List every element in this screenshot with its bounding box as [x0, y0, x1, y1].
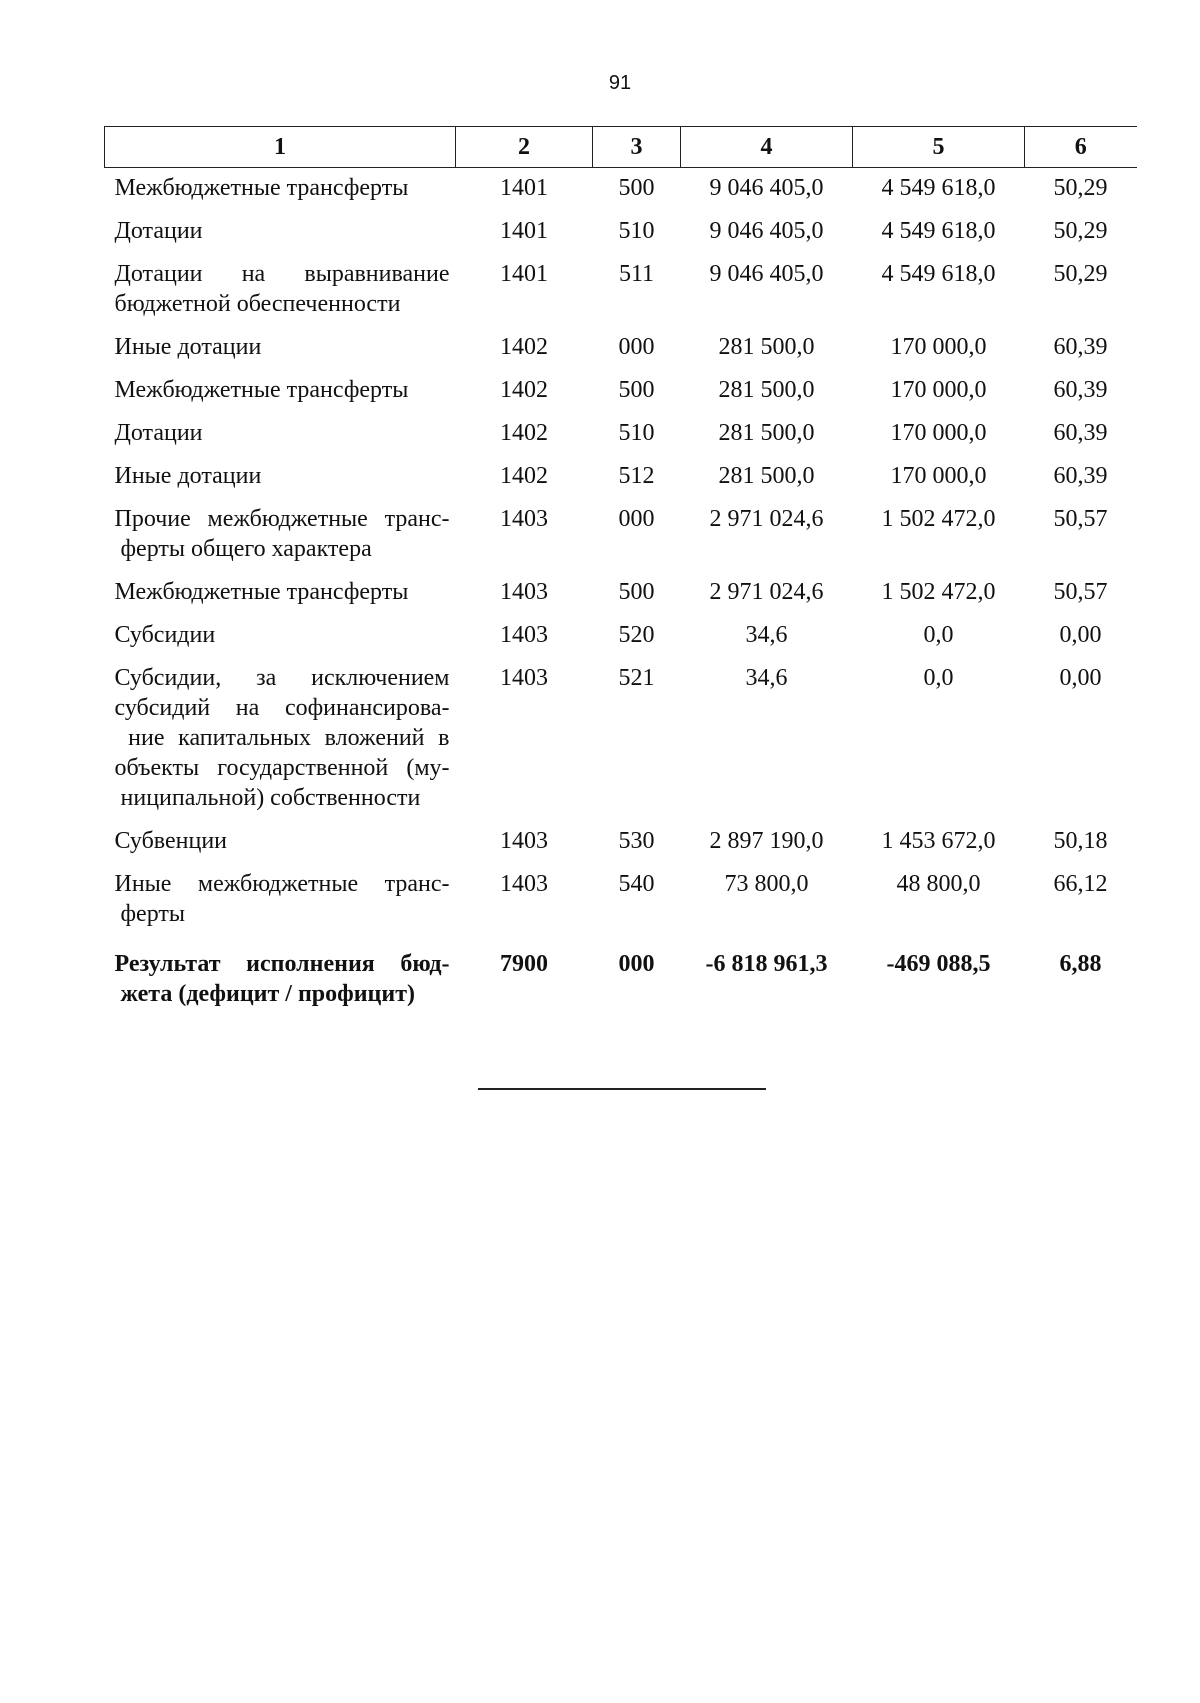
- row-section-code: 1401: [500, 175, 548, 201]
- row-type-code: 510: [618, 420, 655, 446]
- row-section-code: 1402: [500, 420, 548, 446]
- row-type-code: 000: [618, 334, 655, 360]
- table-row: [105, 211, 1137, 254]
- row-name: Межбюджетные трансферты: [114, 377, 409, 403]
- row-percent: 50,57: [1053, 506, 1108, 532]
- column-header-1: 1: [105, 127, 456, 168]
- table-row: [105, 615, 1137, 658]
- table-row: [105, 456, 1137, 499]
- row-approved-amount: 34,6: [745, 665, 788, 691]
- row-type-code: 500: [618, 377, 655, 403]
- row-approved-amount: -6 818 961,3: [705, 951, 828, 977]
- row-type-code: 530: [618, 828, 655, 854]
- row-executed-amount: -469 088,5: [886, 951, 991, 977]
- row-section-code: 1403: [500, 665, 548, 691]
- column-header-5: 5: [853, 127, 1025, 168]
- row-executed-amount: 170 000,0: [890, 377, 987, 403]
- row-percent: 60,39: [1053, 420, 1108, 446]
- row-approved-amount: 281 500,0: [718, 377, 815, 403]
- row-section-code: 1403: [500, 871, 548, 897]
- row-name: Прочие межбюджетные транс- ферты общего характера: [114, 506, 450, 562]
- row-type-code: 000: [618, 951, 655, 977]
- row-name: Субсидии, за исключением субсидий на софинансирова- ние капитальных вложений в объекты государственной (му- ниципальной) собственности: [114, 665, 450, 811]
- row-approved-amount: 9 046 405,0: [709, 175, 824, 201]
- row-approved-amount: 281 500,0: [718, 463, 815, 489]
- table-row: [105, 254, 1137, 327]
- row-type-code: 512: [618, 463, 655, 489]
- table-row: [105, 413, 1137, 456]
- row-approved-amount: 34,6: [745, 622, 788, 648]
- row-type-code: 540: [618, 871, 655, 897]
- row-section-code: 7900: [500, 951, 548, 977]
- row-section-code: 1403: [500, 506, 548, 532]
- row-executed-amount: 0,0: [923, 622, 954, 648]
- row-executed-amount: 170 000,0: [890, 420, 987, 446]
- row-section-code: 1401: [500, 218, 548, 244]
- row-percent: 50,29: [1053, 261, 1108, 287]
- row-type-code: 000: [618, 506, 655, 532]
- row-executed-amount: 4 549 618,0: [881, 175, 996, 201]
- row-executed-amount: 0,0: [923, 665, 954, 691]
- row-name: Результат исполнения бюд- жета (дефицит / профицит): [114, 951, 450, 1007]
- page-number: 91: [608, 72, 632, 94]
- row-executed-amount: 48 800,0: [896, 871, 981, 897]
- row-name: Межбюджетные трансферты: [114, 175, 409, 201]
- row-type-code: 500: [618, 579, 655, 605]
- row-approved-amount: 9 046 405,0: [709, 218, 824, 244]
- row-name: Межбюджетные трансферты: [114, 579, 409, 605]
- row-approved-amount: 2 971 024,6: [709, 579, 824, 605]
- row-section-code: 1402: [500, 377, 548, 403]
- row-type-code: 500: [618, 175, 655, 201]
- end-rule: [478, 1088, 766, 1090]
- row-name: Дотации: [114, 420, 203, 446]
- row-percent: 50,29: [1053, 175, 1108, 201]
- row-approved-amount: 2 971 024,6: [709, 506, 824, 532]
- row-percent: 60,39: [1053, 334, 1108, 360]
- column-header-6: 6: [1025, 127, 1137, 168]
- row-executed-amount: 1 453 672,0: [881, 828, 996, 854]
- row-section-code: 1403: [500, 622, 548, 648]
- row-section-code: 1403: [500, 828, 548, 854]
- row-name: Дотации: [114, 218, 203, 244]
- row-executed-amount: 4 549 618,0: [881, 218, 996, 244]
- table-row: [105, 327, 1137, 370]
- row-executed-amount: 170 000,0: [890, 334, 987, 360]
- table-header-row: [105, 127, 1137, 168]
- row-name: Субвенции: [114, 828, 228, 854]
- row-approved-amount: 2 897 190,0: [709, 828, 824, 854]
- row-approved-amount: 73 800,0: [724, 871, 809, 897]
- column-header-4: 4: [681, 127, 853, 168]
- row-executed-amount: 1 502 472,0: [881, 506, 996, 532]
- row-section-code: 1401: [500, 261, 548, 287]
- column-header-2: 2: [456, 127, 593, 168]
- row-name: Иные дотации: [114, 334, 262, 360]
- row-percent: 50,29: [1053, 218, 1108, 244]
- row-type-code: 521: [618, 665, 655, 691]
- row-name: Иные межбюджетные транс- ферты: [114, 871, 450, 927]
- row-percent: 50,57: [1053, 579, 1108, 605]
- row-section-code: 1403: [500, 579, 548, 605]
- row-approved-amount: 9 046 405,0: [709, 261, 824, 287]
- column-header-3: 3: [593, 127, 681, 168]
- total-row: [105, 937, 1137, 1017]
- row-executed-amount: 170 000,0: [890, 463, 987, 489]
- row-percent: 60,39: [1053, 377, 1108, 403]
- row-executed-amount: 4 549 618,0: [881, 261, 996, 287]
- row-percent: 50,18: [1053, 828, 1108, 854]
- row-percent: 66,12: [1053, 871, 1108, 897]
- row-approved-amount: 281 500,0: [718, 334, 815, 360]
- row-type-code: 511: [618, 261, 655, 287]
- table-row: [105, 864, 1137, 937]
- row-section-code: 1402: [500, 334, 548, 360]
- row-type-code: 510: [618, 218, 655, 244]
- row-percent: 0,00: [1059, 622, 1102, 648]
- row-name: Дотации на выравнивание бюджетной обеспеченности: [114, 261, 450, 317]
- row-executed-amount: 1 502 472,0: [881, 579, 996, 605]
- row-percent: 6,88: [1059, 951, 1102, 977]
- row-percent: 0,00: [1059, 665, 1102, 691]
- table-row: [105, 572, 1137, 615]
- table-row: [105, 658, 1137, 821]
- row-section-code: 1402: [500, 463, 548, 489]
- row-name: Субсидии: [114, 622, 216, 648]
- table-row: [105, 370, 1137, 413]
- table-row: [105, 168, 1137, 212]
- row-percent: 60,39: [1053, 463, 1108, 489]
- row-name: Иные дотации: [114, 463, 262, 489]
- row-approved-amount: 281 500,0: [718, 420, 815, 446]
- row-type-code: 520: [618, 622, 655, 648]
- table-row: [105, 821, 1137, 864]
- budget-table: [104, 126, 1137, 1017]
- table-row: [105, 499, 1137, 572]
